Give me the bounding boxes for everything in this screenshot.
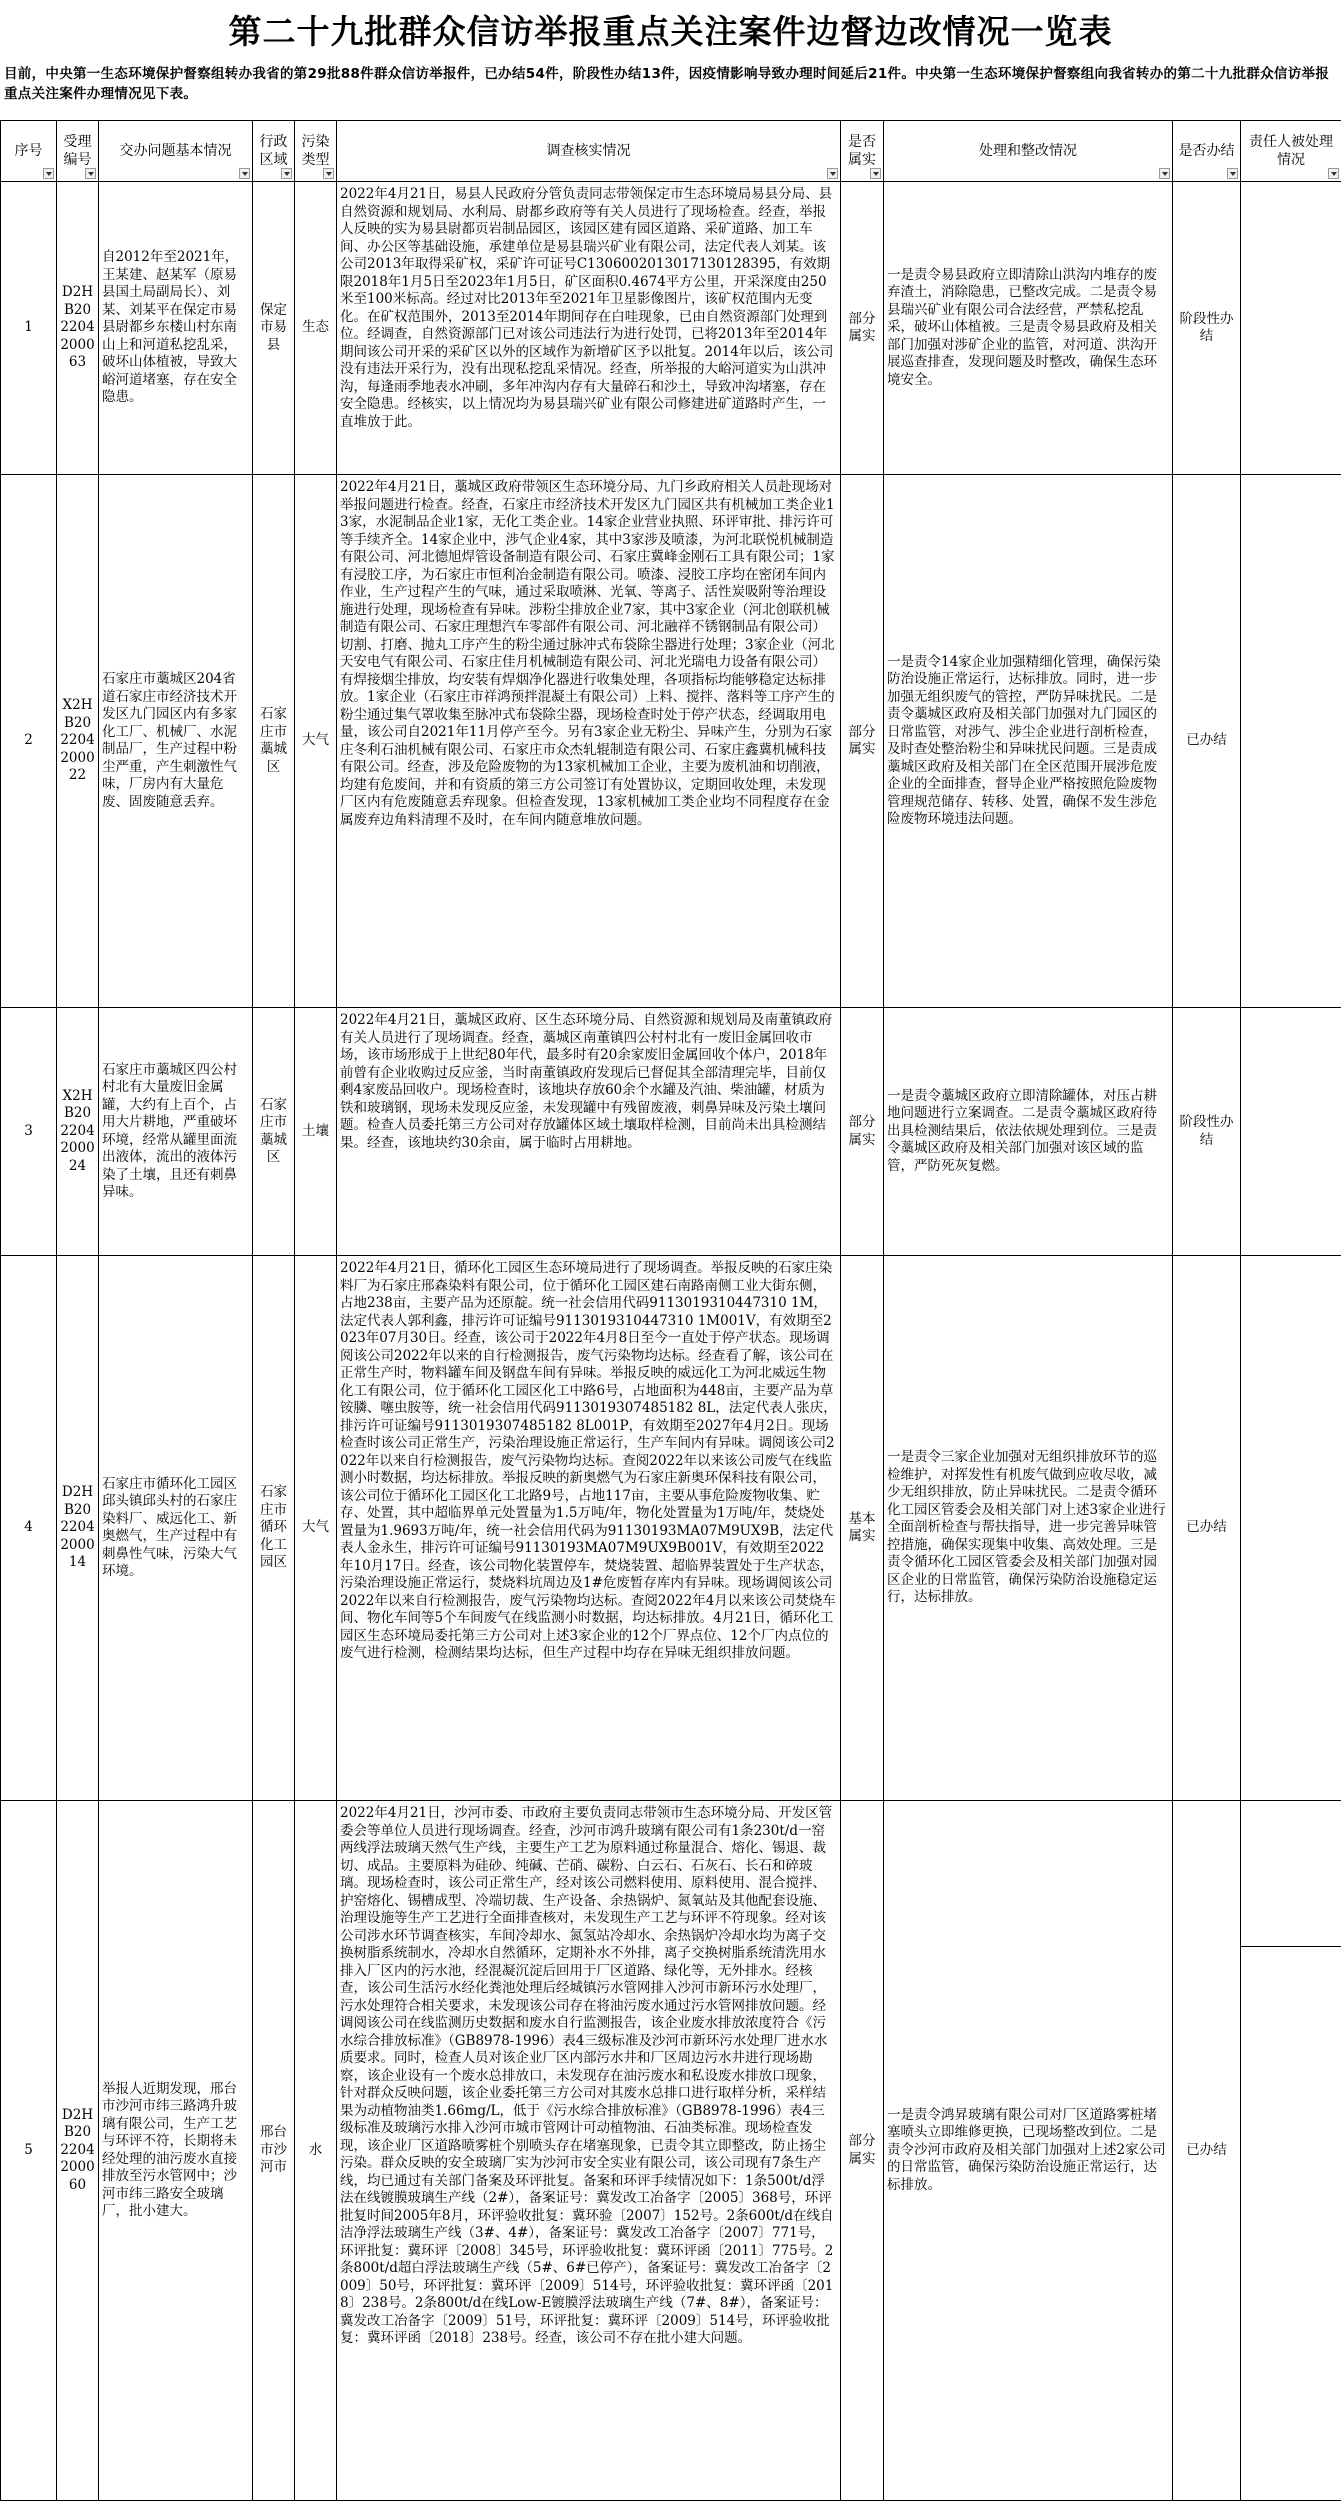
cell-handle: 一是责令藁城区政府立即清除罐体，对压占耕地问题进行立案调查。二是责令藁城区政府待出具检测结果后，依法依规处理到位。三是责令藁城区政府及相关部门加强对该区域的监管，严防死灰复燃。	[884, 1008, 1173, 1256]
cell-divider	[1241, 1946, 1341, 1947]
cell-fact: 部分属实	[841, 1008, 884, 1256]
cell-type: 生态	[295, 182, 337, 475]
header-district[interactable]	[253, 121, 295, 182]
cell-verify: 2022年4月21日，沙河市委、市政府主要负责同志带领市生态环境分局、开发区管委会等单位人员进行现场调查。经查，沙河市鸿升玻璃有限公司有1条230t/d一窑两线浮法玻璃天然气生产线，主要生产工艺为原料通过称量混合、熔化、锡退、裁切、成品。主要原料为硅砂、纯碱、芒硝、碳粉、白云石、石灰石、长石和碎玻璃。现场检查时，该公司正常生产，经对该公司燃料使用、原料使用、混合搅拌、护窑熔化、锡槽成型、冷端切裁、生产设备、余热锅炉、氮氧站及其他配套设施、治理设施等生产工艺进行全面排查核对，未发现生产工艺与环评不符现象。经对该公司涉水环节调查核实，车间冷却水、氮氢站冷却水、余热锅炉冷却水均为离子交换树脂系统制水，冷却水自然循环，定期补水不外排，离子交换树脂系统清洗用水排入厂区内的污水池，经混凝沉淀后回用于厂区道路、绿化等，无外排水。经核查，该公司生活污水经化粪池处理后经城镇污水管网排入沙河市新环污水处理厂，污水处理符合相关要求，未发现该公司存在将油污废水通过污水管网排放问题。经调阅该公司在线监测历史数据和废水自行监测报告，该企业废水排放浓度符合《污水综合排放标准》（GB8978-1996）表4三级标准及沙河市新环污水处理厂进水水质要求。同时，检查人员对该企业厂区内部污水井和厂区周边污水井进行现场勘察，该企业设有一个废水总排放口，未发现存在油污废水和私设废水排放口现象，针对群众反映问题，该企业委托第三方公司对其废水总排口进行取样分析，采样结果为动植物油类1.66mg/L，低于《污水综合排放标准》（GB8978-1996）表4三级标准及玻璃污水排入沙河市城市管网计可动植物油、石油类标准。现场检查发现，该企业厂区道路喷雾桩个别喷头存在堵塞现象，已责令其立即整改，防止扬尘污染。群众反映的安全玻璃厂实为沙河市安全实业有限公司，该公司现有7条生产线，均已通过有关部门备案及环评批复。备案和环评手续情况如下：1条500t/d浮法在线镀膜玻璃生产线（2#），备案证号：冀发改工冶备字〔2005〕368号，环评批复时间2005年8月，环评验收批复：冀环验〔2007〕152号。2条600t/d在线自洁净浮法玻璃生产线（3#、4#），备案证号：冀发改工冶备字〔2007〕771号，环评批复：冀环评〔2008〕345号，环评验收批复：冀环评函〔2011〕775号。2条800t/d超白浮法玻璃生产线（5#、6#已停产），备案证号：冀发改工冶备字〔2009〕50号，环评批复：冀环评〔2009〕514号，环评验收批复：冀环评函〔2018〕238号。2条800t/d在线Low-E镀膜浮法玻璃生产线（7#、8#），备案证号：冀发改工冶备字〔2009〕51号，环评批复：冀环评〔2009〕514号，环评验收批复：冀环评函〔2018〕238号。经查，该公司不存在批小建大问题。	[337, 1801, 841, 2501]
header-seq-label: 序号	[15, 143, 43, 159]
cell-seq: 1	[1, 182, 57, 475]
cell-id: D2HB202204200063	[57, 182, 99, 475]
cell-problem: 自2012年至2021年，王某建、赵某军（原易县国土局副局长）、刘某、刘某平在保定市易县尉都乡东楼山村东南山上和河道私挖乱采，破坏山体植被，导致大峪河道堵塞，存在安全隐患。	[99, 182, 253, 475]
cell-district: 保定市易县	[253, 182, 295, 475]
header-verify-label: 调查核实情况	[547, 143, 631, 159]
filter-dropdown-icon[interactable]	[323, 168, 334, 179]
cell-handle: 一是责令三家企业加强对无组织排放环节的巡检维护，对挥发性有机废气做到应收尽收，减少无组织排放，防止异味扰民。二是责令循环化工园区管委会及相关部门对上述3家企业进行全面剖析检查与帮扶指导，进一步完善异味管控措施，确保实现集中收集、高效处理。三是责令循环化工园区管委会及相关部门加强对园区企业的日常监管，确保污染防治设施稳定运行，达标排放。	[884, 1256, 1173, 1801]
header-fact[interactable]	[841, 121, 884, 182]
intro-paragraph: 目前，中央第一生态环境保护督察组转办我省的第29批88件群众信访举报件，已办结54件，阶段性办结13件，因疫情影响导致办理时间延后21件。中央第一生态环境保护督察组向我省转办的第二十九批群众信访举报重点关注案件办理情况见下表。	[4, 64, 1337, 104]
page-title: 第二十九批群众信访举报重点关注案件边督边改情况一览表	[0, 10, 1341, 54]
cell-fact: 部分属实	[841, 1801, 884, 2501]
cell-done: 已办结	[1173, 1801, 1241, 2501]
header-problem-label: 交办问题基本情况	[120, 143, 232, 159]
cell-district: 石家庄市藁城区	[253, 475, 295, 1008]
header-handle-label: 处理和整改情况	[979, 143, 1077, 159]
cell-problem: 石家庄市藁城区204省道石家庄市经济技术开发区九门园区内有多家化工厂、机械厂、水泥制品厂，生产过程中粉尘严重，产生刺激性气味，厂房内有大量危废、固废随意丢弃。	[99, 475, 253, 1008]
header-type-label: 污染类型	[302, 134, 330, 168]
cell-handle: 一是责令鸿昇玻璃有限公司对厂区道路雾桩堵塞喷头立即维修更换，已现场整改到位。二是责令沙河市政府及相关部门加强对上述2家公司的日常监管，确保污染防治设施正常运行，达标排放。	[884, 1801, 1173, 2501]
cases-table	[0, 120, 1341, 2501]
table-row	[1, 475, 1341, 1008]
cell-problem: 石家庄市藁城区四公村村北有大量废旧金属罐，大约有上百个，占用大片耕地，严重破坏环境，经常从罐里面流出液体，流出的液体污染了土壤，且还有刺鼻异味。	[99, 1008, 253, 1256]
cell-fact: 部分属实	[841, 475, 884, 1008]
cell-district: 邢台市沙河市	[253, 1801, 295, 2501]
header-done[interactable]	[1173, 121, 1241, 182]
cell-seq: 5	[1, 1801, 57, 2501]
cell-id: D2HB202204200014	[57, 1256, 99, 1801]
cell-fact: 基本属实	[841, 1256, 884, 1801]
header-fact-label: 是否属实	[848, 134, 876, 168]
filter-dropdown-icon[interactable]	[870, 168, 881, 179]
header-person[interactable]	[1241, 121, 1341, 182]
table-row	[1, 1801, 1341, 2501]
cell-done: 阶段性办结	[1173, 1008, 1241, 1256]
header-handle[interactable]	[884, 121, 1173, 182]
cell-person	[1241, 1008, 1341, 1256]
header-person-label: 责任人被处理情况	[1249, 134, 1333, 168]
cell-type: 土壤	[295, 1008, 337, 1256]
cell-seq: 2	[1, 475, 57, 1008]
table-row	[1, 1008, 1341, 1256]
cell-district: 石家庄市循环化工园区	[253, 1256, 295, 1801]
cell-verify: 2022年4月21日，藁城区政府、区生态环境分局、自然资源和规划局及南董镇政府有关人员进行了现场调查。经查，藁城区南董镇四公村村北有一废旧金属回收市场，该市场形成于上世纪80年代，最多时有20余家废旧金属回收个体户，2018年前曾有企业收购过反应釜，当时南董镇政府发现后已督促其全部清理完毕，目前仅剩4家废品回收户。现场检查时，该地块存放60余个水罐及汽油、柴油罐，材质为铁和玻璃钢，现场未发现反应釜，未发现罐中有残留废液，刺鼻异味及污染土壤问题。检查人员委托第三方公司对存放罐体区域土壤取样检测，目前尚未出具检测结果。经查，该地块约30余亩，属于临时占用耕地。	[337, 1008, 841, 1256]
filter-dropdown-icon[interactable]	[85, 168, 96, 179]
cell-person	[1241, 182, 1341, 475]
header-id[interactable]	[57, 121, 99, 182]
filter-dropdown-icon[interactable]	[239, 168, 250, 179]
cell-problem: 举报人近期发现，邢台市沙河市纬三路鸿升玻璃有限公司，生产工艺与环评不符，长期将未经处理的油污废水直接排放至污水管网中；沙河市纬三路安全玻璃厂，批小建大。	[99, 1801, 253, 2501]
header-done-label: 是否办结	[1179, 143, 1235, 159]
header-district-label: 行政区域	[260, 134, 288, 168]
header-verify[interactable]	[337, 121, 841, 182]
cell-district: 石家庄市藁城区	[253, 1008, 295, 1256]
cell-seq: 4	[1, 1256, 57, 1801]
cell-person	[1241, 1256, 1341, 1801]
filter-dropdown-icon[interactable]	[1159, 168, 1170, 179]
cell-handle: 一是责令易县政府立即清除山洪沟内堆存的废弃渣土，消除隐患，已整改完成。二是责令易县瑞兴矿业有限公司合法经营，严禁私挖乱采，破坏山体植被。三是责令易县政府及相关部门加强对涉矿企业的监管，对河道、洪沟开展巡查排查，发现问题及时整改，确保生态环境安全。	[884, 182, 1173, 475]
header-id-label: 受理编号	[64, 134, 92, 168]
cell-verify: 2022年4月21日，藁城区政府带领区生态环境分局、九门乡政府相关人员赴现场对举报问题进行检查。经查，石家庄市经济技术开发区九门园区共有机械加工类企业13家，水泥制品企业1家，无化工类企业。14家企业营业执照、环评审批、排污许可等手续齐全。14家企业中，涉气企业4家，其中3家涉及喷漆，为河北联悦机械制造有限公司、河北德旭焊管设备制造有限公司、石家庄冀峰金刚石工具有限公司；1家有浸胶工序，为石家庄市恒利冶金制造有限公司。喷漆、浸胶工序均在密闭车间内作业，生产过程产生的气味，通过采取喷淋、光氧、等离子、活性炭吸附等治理设施进行处理，现场检查有异味。涉粉尘排放企业7家，其中3家企业（河北创联机械制造有限公司、石家庄理想汽车零部件有限公司、河北融祥不锈钢制品有限公司）切割、打磨、抛丸工序产生的粉尘通过脉冲式布袋除尘器进行处理；3家企业（河北天安电气有限公司、石家庄佳月机械制造有限公司、河北光瑞电力设备有限公司）有焊接烟尘排放，均安装有焊烟净化器进行收集处理，各项指标均能够稳定达标排放。1家企业（石家庄市祥鸿预拌混凝土有限公司）上料、搅拌、落料等工序产生的粉尘通过集气罩收集至脉冲式布袋除尘器，现场检查时处于停产状态，经调取用电量，该公司自2021年11月停产至今。另有3家企业无粉尘、异味产生，分别为石家庄冬利石油机械有限公司、石家庄市众杰轧辊制造有限公司、石家庄鑫冀机械科技有限公司。经查，涉及危险废物的为13家机械加工企业，主要为废机油和切削液，均建有危废间，并和有资质的第三方公司签订有处置协议，定期回收处理，未发现厂区内有危废随意丢弃现象。但检查发现，13家机械加工类企业均不同程度存在金属废弃边角料清理不及时，在车间内随意堆放问题。	[337, 475, 841, 1008]
cell-problem: 石家庄市循环化工园区邱头镇邱头村的石家庄染料厂、威远化工、新奥燃气，生产过程中有刺鼻性气味，污染大气环境。	[99, 1256, 253, 1801]
filter-dropdown-icon[interactable]	[827, 168, 838, 179]
cell-person	[1241, 475, 1341, 1008]
cell-type: 大气	[295, 1256, 337, 1801]
cell-done: 阶段性办结	[1173, 182, 1241, 475]
cell-id: X2HB202204200024	[57, 1008, 99, 1256]
cell-handle: 一是责令14家企业加强精细化管理，确保污染防治设施正常运行，达标排放。同时，进一步加强无组织废气的管控，严防异味扰民。二是责令藁城区政府及相关部门加强对九门园区的日常监管，对涉气、涉尘企业进行剖析检查，及时查处整治粉尘和异味扰民问题。三是责成藁城区政府及相关部门在全区范围开展涉危废企业的全面排查，督导企业严格按照危险废物管理规范储存、转移、处置，确保不发生涉危险废物环境违法问题。	[884, 475, 1173, 1008]
cell-verify: 2022年4月21日，循环化工园区生态环境局进行了现场调查。举报反映的石家庄染料厂为石家庄邢森染料有限公司，位于循环化工园区建石南路南侧工业大街东侧，占地238亩，主要产品为还原靛。统一社会信用代码9113019310447310 1M，法定代表人郭利鑫，排污许可证编号9113019310447310 1M001V，有效期至2023年07月30日。经查，该公司于2022年4月8日至今一直处于停产状态。现场调阅该公司2022年以来的自行检测报告，废气污染物均达标。经查看了解，该公司在正常生产时，物料罐车间及钢盘车间有异味。举报反映的威远化工为河北威远生物化工有限公司，位于循环化工园区化工中路6号，占地面积为448亩，主要产品为草铵膦、噻虫胺等，统一社会信用代码9113019307485182 8L，法定代表人张庆，排污许可证编号9113019307485182 8L001P，有效期至2027年4月2日。现场检查时该公司正常生产，污染治理设施正常运行，生产车间内有异味。调阅该公司2022年以来自行检测报告，废气污染物均达标。查阅2022年以来该公司废气在线监测小时数据，均达标排放。举报反映的新奥燃气为石家庄新奥环保科技有限公司，该公司位于循环化工园区化工北路9号，占地117亩，主要从事危险废物收集、贮存、处置，其中超临界单元处置量为1.5万吨/年，物化处置量为1万吨/年，焚烧处置量为1.9693万吨/年，统一社会信用代码为91130193MA07M9UX9B，法定代表人金永生，排污许可证编号91130193MA07M9UX9B001V，有效期至2022年10月17日。经查，该公司物化装置停车，焚烧装置、超临界装置处于生产状态，污染治理设施正常运行，焚烧料坑周边及1#危废暂存库内有异味。现场调阅该公司2022年以来自行检测报告，废气污染物均达标。查阅2022年4月以来该公司焚烧车间、物化车间等5个车间废气在线监测小时数据，均达标排放。4月21日，循环化工园区生态环境局委托第三方公司对上述3家企业的12个厂界点位、12个厂内点位的废气进行检测，检测结果均达标，但生产过程中均存在异味无组织排放问题。	[337, 1256, 841, 1801]
table-row	[1, 182, 1341, 475]
table-row	[1, 1256, 1341, 1801]
cell-done: 已办结	[1173, 475, 1241, 1008]
cell-type: 大气	[295, 475, 337, 1008]
cell-type: 水	[295, 1801, 337, 2501]
cell-verify: 2022年4月21日，易县人民政府分管负责同志带领保定市生态环境局易县分局、县自然资源和规划局、水利局、尉都乡政府等有关人员进行了现场检查。经查，举报人反映的实为易县尉都页岩制品园区，该园区建有园区道路、采矿道路、加工车间、办公区等基础设施，承建单位是易县瑞兴矿业有限公司，法定代表人刘某。该公司2013年取得采矿权，采矿许可证号C1306002013017130128395，有效期限2018年1月5日至2023年1月5日，矿区面积0.4674平方公里，开采深度由250米至100米标高。经过对比2013年至2021年卫星影像图片，该矿权范围内无变化。在矿权范围外，2013至2014年期间存在白哇现象，已由自然资源部门处理到位。经调查，自然资源部门已对该公司违法行为进行处罚，已将2013年至2014年期间该公司开采的采矿区以外的区域作为新增矿区予以批复。2014年以后，该公司没有违法开采行为，没有出现私挖乱采情况。经查，所举报的大峪河道实为山洪冲沟，每逢雨季地表水冲刷，多年冲沟内存有大量碎石和沙土，导致冲沟堵塞，存在安全隐患。经核实，以上情况均为易县瑞兴矿业有限公司修建进矿道路时产生，一直堆放于此。	[337, 182, 841, 475]
filter-dropdown-icon[interactable]	[1328, 168, 1339, 179]
table-header-row	[1, 121, 1341, 182]
cell-done: 已办结	[1173, 1256, 1241, 1801]
header-type[interactable]	[295, 121, 337, 182]
header-problem[interactable]	[99, 121, 253, 182]
cell-person	[1241, 1801, 1341, 2501]
cell-seq: 3	[1, 1008, 57, 1256]
header-seq[interactable]	[1, 121, 57, 182]
cell-id: D2HB202204200060	[57, 1801, 99, 2501]
cell-id: X2HB202204200022	[57, 475, 99, 1008]
filter-dropdown-icon[interactable]	[281, 168, 292, 179]
filter-dropdown-icon[interactable]	[1227, 168, 1238, 179]
filter-dropdown-icon[interactable]	[43, 168, 54, 179]
cell-fact: 部分属实	[841, 182, 884, 475]
